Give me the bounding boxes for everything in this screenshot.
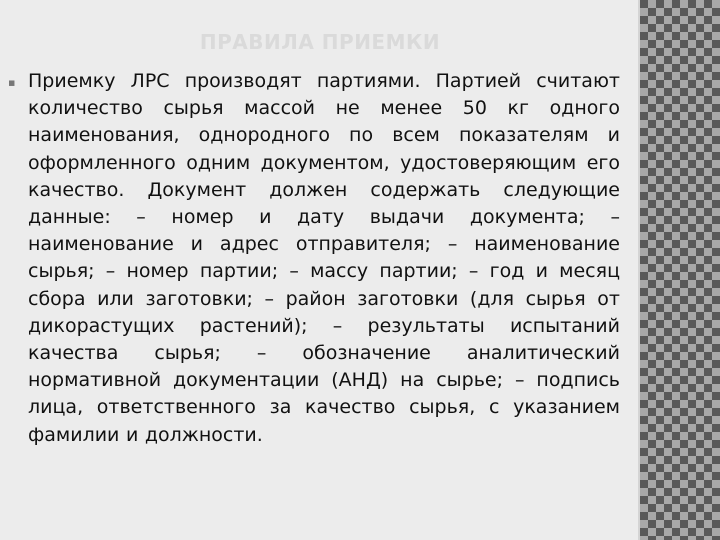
decorative-pattern-strip — [640, 0, 720, 540]
bullet-arrow-icon: ▪ — [8, 76, 16, 89]
bullet-text: Приемку ЛРС производят партиями. Партией считают количество сырья массой не менее 50 кг одного наименования, однородного по всем показателям и оформленного одним документом, удостоверяющим его качество. Документ должен содержать следующие данные: – номер и дату выдачи документа; – наименование и адрес отправителя; – наименование сырья; – номер партии; – массу партии; – год и месяц сбора или заготовки; – район заготовки (для сырья от дикорастущих растений); – результаты испытаний качества сырья; – обозначение аналитический нормативной документации (АНД) на сырье; – подпись лица, ответственного за качество сырья, с указанием фамилии и должности. — [28, 70, 620, 446]
slide-title: ПРАВИЛА ПРИЕМКИ — [199, 30, 441, 54]
slide-content — [8, 68, 620, 449]
bullet-item — [8, 68, 620, 449]
